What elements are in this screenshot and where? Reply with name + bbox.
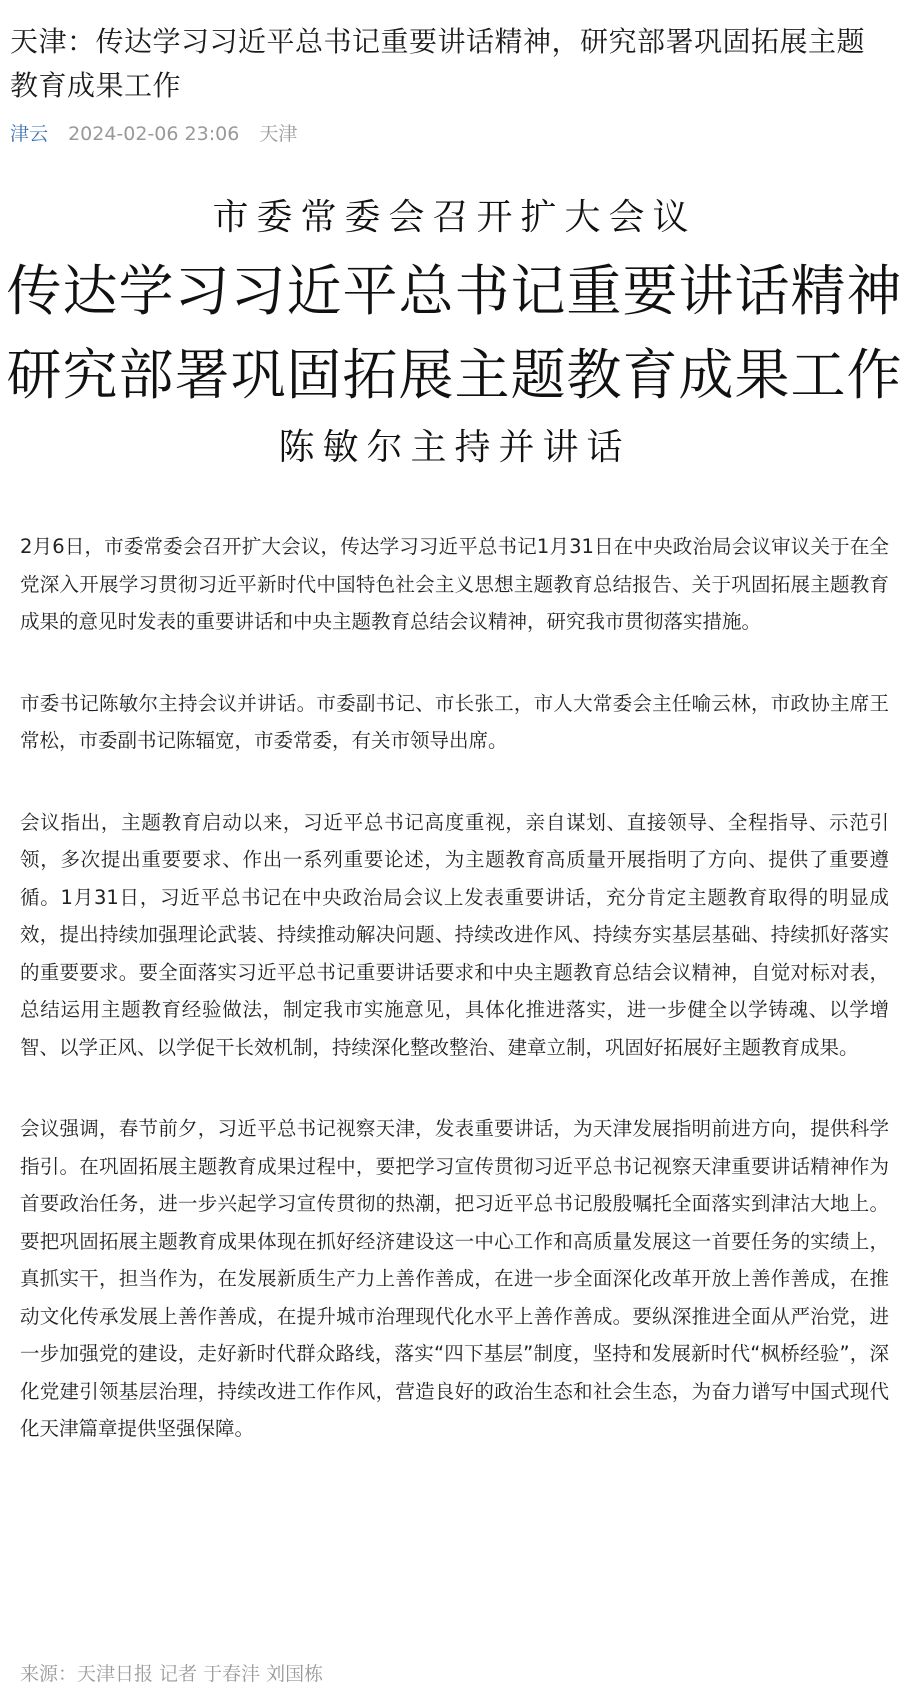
article-body xyxy=(20,528,889,1492)
article-title: 天津：传达学习习近平总书记重要讲话精神，研究部署巩固拓展主题教育成果工作 xyxy=(10,25,866,102)
body-paragraph: 会议强调，春节前夕，习近平总书记视察天津，发表重要讲话，为天津发展指明前进方向，提供科学指引。在巩固拓展主题教育成果过程中，要把学习宣传贯彻习近平总书记视察天津重要讲话精神作为首要政治任务，进一步兴起学习宣传贯彻的热潮，把习近平总书记殷殷嘱托全面落实到津沽大地上。要把巩固拓展主题教育成果体现在抓好经济建设这一中心工作和高质量发展这一首要任务的实绩上，真抓实干，担当作为，在发展新质生产力上善作善成，在进一步全面深化改革开放上善作善成，在推动文化传承发展上善作善成，在提升城市治理现代化水平上善作善成。要纵深推进全面从严治党，进一步加强党的建设，走好新时代群众路线，落实“四下基层”制度，坚持和发展新时代“枫桥经验”，深化党建引领基层治理，持续改进工作作风，营造良好的政治生态和社会生态，为奋力谱写中国式现代化天津篇章提供坚强保障。 xyxy=(20,1117,889,1440)
headline-sub-title: 陈敏尔主持并讲话 xyxy=(278,427,631,468)
article-source: 来源：天津日报 记者 于春沣 刘国栋 xyxy=(20,1663,324,1685)
headline-main-line-1: 传达学习习近平总书记重要讲话精神 xyxy=(6,259,903,323)
headline-banner-image xyxy=(0,178,909,498)
publish-location: 天津 xyxy=(259,123,298,145)
body-paragraph: 市委书记陈敏尔主持会议并讲话。市委副书记、市长张工，市人大常委会主任喻云林，市政协主席王常松，市委副书记陈辐宽，市委常委，有关市领导出席。 xyxy=(20,691,889,752)
publisher-link[interactable]: 津云 xyxy=(10,123,49,145)
body-paragraph: 会议指出，主题教育启动以来，习近平总书记高度重视，亲自谋划、直接领导、全程指导、示范引领，多次提出重要要求、作出一系列重要论述，为主题教育高质量开展指明了方向、提供了重要遵循。1月31日，习近平总书记在中央政治局会议上发表重要讲话，充分肯定主题教育取得的明显成效，提出持续加强理论武装、持续推动解决问题、持续改进作风、持续夯实基层基础、持续抓好落实的重要要求。要全面落实习近平总书记重要讲话要求和中央主题教育总结会议精神，自觉对标对表，总结运用主题教育经验做法，制定我市实施意见，具体化推进落实，进一步健全以学铸魂、以学增智、以学正风、以学促干长效机制，持续深化整改整治、建章立制，巩固好拓展好主题教育成果。 xyxy=(20,810,889,1059)
article-meta xyxy=(10,120,297,148)
headline-pre-title: 市委常委会召开扩大会议 xyxy=(212,197,697,238)
headline-main-line-2: 研究部署巩固拓展主题教育成果工作 xyxy=(6,343,903,407)
body-paragraph: 2月6日，市委常委会召开扩大会议，传达学习习近平总书记1月31日在中央政治局会议审议关于在全党深入开展学习贯彻习近平新时代中国特色社会主义思想主题教育总结报告、关于巩固拓展主题教育成果的意见时发表的重要讲话和中央主题教育总结会议精神，研究我市贯彻落实措施。 xyxy=(20,535,889,633)
publish-datetime: 2024-02-06 23:06 xyxy=(68,123,240,145)
